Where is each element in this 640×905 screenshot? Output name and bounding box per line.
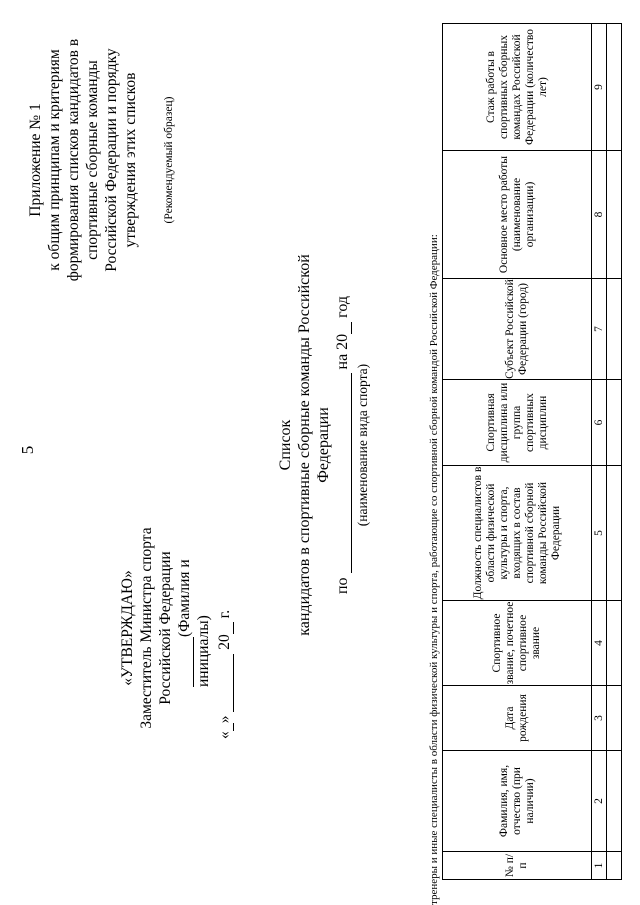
appendix-line: к общим принципам и критериям [46,49,63,271]
approval-name-hint: (Фамилия и инициалы) [176,559,212,687]
date-quote-open: « [216,731,233,739]
appendix-line: формирования списков кандидатов в [65,38,82,282]
table-number-cell: 8 [592,151,607,279]
table-header-cell: Дата рождения [443,686,592,751]
list-title: Список [277,419,294,471]
date-suffix: г. [216,609,233,619]
table-header-cell: Фамилия, имя, отчество (при наличии) [443,751,592,852]
date-year: 20 [216,634,233,650]
year-blank [337,322,352,334]
appendix-block [26,15,179,305]
year-label: на 20 [334,333,351,370]
table-number-row [592,24,607,880]
appendix-line: спортивные сборные команды [84,60,101,260]
table-number-cell: 9 [592,24,607,151]
table-cell [607,151,622,279]
table-row [607,24,622,880]
appendix-line: Российской Федерации и порядку [103,48,120,272]
table-cell [607,751,622,852]
table-header-row [443,24,592,880]
table-cell [607,852,622,880]
appendix-line: Приложение № 1 [27,103,44,217]
sport-blank [337,373,352,573]
table-cell [607,279,622,380]
table-header-cell: Основное место работы (наименование организации) [443,151,592,279]
table-header-cell: Стаж работы в спортивных сборных командах Российской Федерации (количество лет) [443,24,592,151]
approval-signature-line [175,513,213,743]
table-header-cell: № п/п [443,852,592,880]
table-caption: тренеры и иные специалисты в области физической культуры и спорта, работающие со спортивной сборной командой Российской Федерации: [428,234,440,905]
table-header-cell: Должность специалистов в области физической культуры и спорта, входящих в состав спортивной сборной команды Российской Федерации [443,466,592,601]
list-subtitle: кандидатов в спортивные сборные команды Российской Федерации [296,254,332,636]
table-number-cell: 3 [592,686,607,751]
approval-block [118,513,234,743]
table-number-cell: 2 [592,751,607,852]
signature-blank [193,637,194,687]
table-number-cell: 5 [592,466,607,601]
approval-heading: «УТВЕРЖДАЮ» [119,570,136,686]
table-cell [607,601,622,686]
table-header-cell: Спортивное звание, почетное спортивное звание [443,601,592,686]
approval-position: Российской Федерации [157,551,174,705]
table-header-cell: Субъект Российской Федерации (город) [443,279,592,380]
po-label: по [334,577,351,595]
table-header-cell: Спортивная дисциплина или группа спортивных дисциплин [443,380,592,466]
year-blank [233,622,234,634]
month-blank [233,654,234,712]
day-blank [233,723,234,731]
approval-date [215,513,234,743]
table-number-cell: 4 [592,601,607,686]
table-number-cell: 7 [592,279,607,380]
table-cell [607,24,622,151]
table-number-cell: 6 [592,380,607,466]
candidates-table [442,23,622,880]
appendix-note: (Рекомендуемый образец) [163,96,175,224]
table-cell [607,380,622,466]
table-number-cell: 1 [592,852,607,880]
table-cell [607,466,622,601]
date-quote-close: » [216,715,233,724]
list-title-block [276,235,372,655]
god-label: год [334,295,351,318]
approval-position: Заместитель Министра спорта [138,527,155,729]
appendix-line: утверждения этих списков [122,72,139,248]
list-sport-row [333,235,353,655]
page-number: 5 [18,445,37,455]
sport-hint: (наименование вида спорта) [355,363,370,527]
table-cell [607,686,622,751]
